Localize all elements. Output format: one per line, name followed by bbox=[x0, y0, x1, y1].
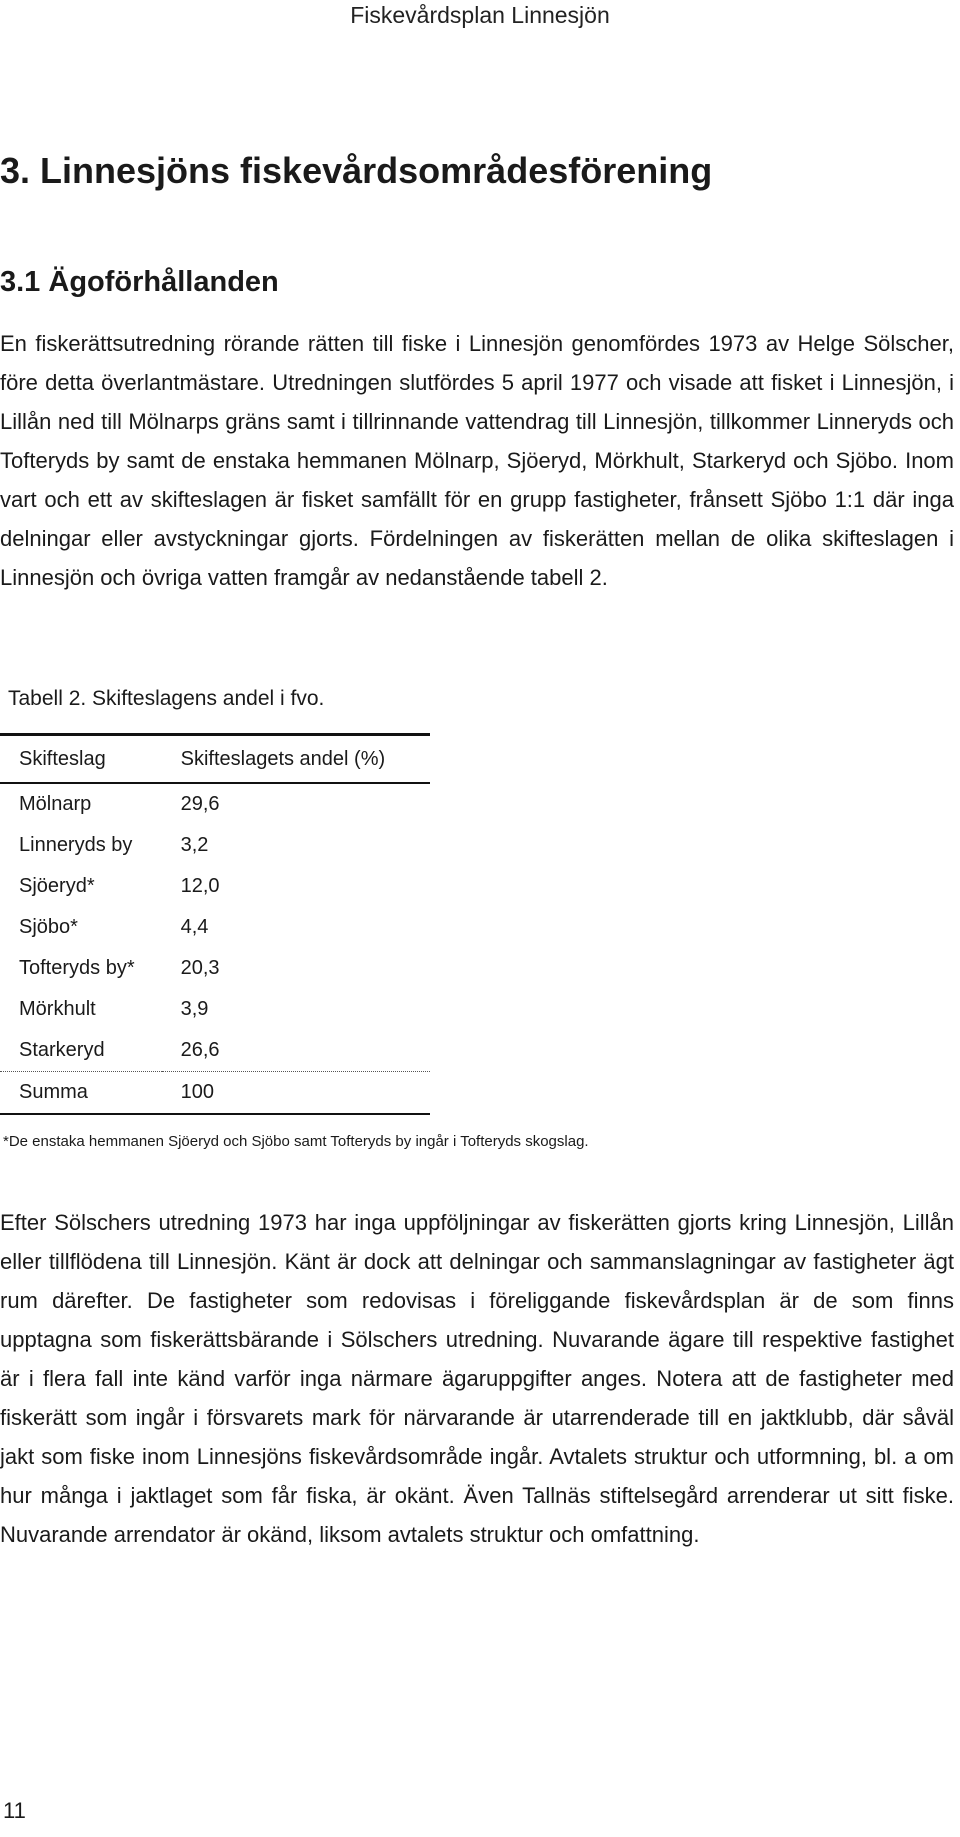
row-share: 29,6 bbox=[180, 793, 220, 815]
row-share: 4,4 bbox=[180, 916, 209, 938]
table-footnote: *De enstaka hemmanen Sjöeryd och Sjöbo samt Tofteryds by ingår i Tofteryds skogslag. bbox=[3, 1133, 589, 1150]
table-caption: Tabell 2. Skifteslagens andel i fvo. bbox=[8, 687, 325, 710]
table-footer bbox=[0, 1072, 430, 1115]
table-row bbox=[0, 1030, 430, 1072]
page-number: 11 bbox=[3, 1798, 26, 1823]
column-header-skifteslag: Skifteslag bbox=[19, 747, 106, 770]
running-header: Fiskevårdsplan Linnesjön bbox=[350, 2, 610, 28]
row-share: 3,2 bbox=[180, 834, 209, 856]
table-row bbox=[0, 989, 430, 1030]
total-label: Summa bbox=[19, 1081, 88, 1103]
row-share: 20,3 bbox=[180, 957, 220, 979]
row-name: Tofteryds by* bbox=[19, 957, 135, 979]
table-row bbox=[0, 783, 430, 825]
row-name: Sjöeryd* bbox=[19, 875, 95, 897]
table-header bbox=[0, 735, 430, 784]
row-name: Linneryds by bbox=[19, 834, 133, 856]
table-row bbox=[0, 866, 430, 907]
table-row bbox=[0, 825, 430, 866]
subsection-heading: 3.1 Ägoförhållanden bbox=[0, 266, 279, 298]
row-name: Mölnarp bbox=[19, 793, 92, 815]
table-row bbox=[0, 948, 430, 989]
total-value: 100 bbox=[180, 1081, 214, 1103]
share-table bbox=[0, 733, 430, 1115]
row-name: Mörkhult bbox=[19, 998, 96, 1020]
row-name: Sjöbo* bbox=[19, 916, 78, 938]
table-body bbox=[0, 783, 430, 1072]
table-total-row bbox=[0, 1072, 430, 1115]
intro-paragraph: En fiskerättsutredning rörande rätten till fiske i Linnesjön genomfördes 1973 av Helge Sölscher, före detta överlantmästare. Utredningen slutfördes 5 april 1977 och visade att fisket i Linnesjön, i Lillån ned till Mölnarps gräns samt i tillrinnande vattendrag till Linnesjön, tillkommer Linneryds och Tofteryds by samt de enstaka hemmanen Mölnarp, Sjöeryd, Mörkhult, Starkeryd och Sjöbo. Inom vart och ett av skifteslagen är fisket samfällt för en grupp fastigheter, frånsett Sjöbo 1:1 där inga delningar eller avstyckningar gjorts. Fördelningen av fiskerätten mellan de olika skifteslagen i Linnesjön och övriga vatten framgår av nedanstående tabell 2. bbox=[0, 331, 954, 590]
table-row bbox=[0, 907, 430, 948]
followup-paragraph: Efter Sölschers utredning 1973 har inga uppföljningar av fiskerätten gjorts kring Linnesjön, Lillån eller tillflödena till Linnesjön. Känt är dock att delningar och sammanslagningar av fastigheter ägt rum därefter. De fastigheter som redovisas i föreliggande fiskevårdsplan är de som finns upptagna som fiskerättsbärande i Sölschers utredning. Nuvarande ägare till respektive fastighet är i flera fall inte känd varför inga närmare ägaruppgifter anges. Notera att de fastigheter med fiskerätt som ingår i försvarets mark för närvarande är utarrenderade till en jaktklubb, där såväl jakt som fiske inom Linnesjöns fiskevårdsområde ingår. Avtalets struktur och utformning, bl. a om hur många i jaktlaget som får fiska, är okänt. Även Tallnäs stiftelsegård arrenderar ut sitt fiske. Nuvarande arrendator är okänd, liksom avtalets struktur och omfattning. bbox=[0, 1210, 954, 1547]
table-header-row bbox=[0, 735, 430, 784]
row-share: 12,0 bbox=[180, 875, 220, 897]
section-heading: 3. Linnesjöns fiskevårdsområdesförening bbox=[0, 150, 713, 191]
column-header-andel: Skifteslagets andel (%) bbox=[180, 747, 386, 770]
row-name: Starkeryd bbox=[0, 1030, 162, 1072]
row-share: 3,9 bbox=[180, 998, 209, 1020]
row-share: 26,6 bbox=[162, 1030, 430, 1072]
